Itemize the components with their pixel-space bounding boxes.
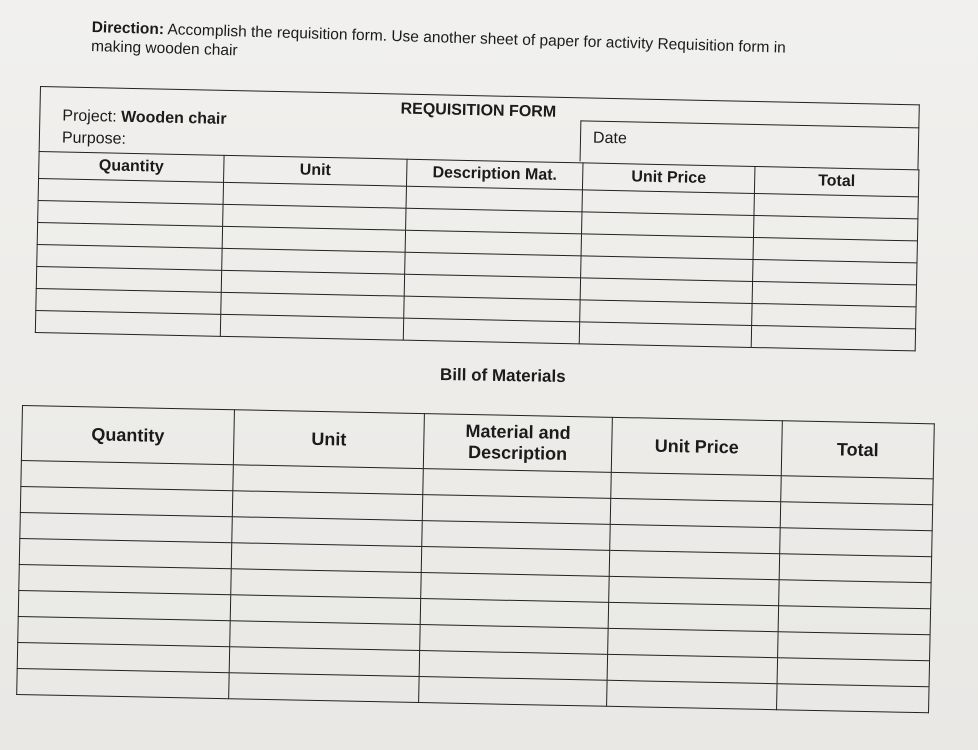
col-description: Description Mat.: [406, 159, 583, 190]
bom-table-cell[interactable]: [607, 654, 777, 683]
bom-col-unit: Unit: [233, 410, 424, 469]
col-total: Total: [754, 166, 919, 196]
col-unit: Unit: [224, 155, 408, 186]
requisition-form: [35, 86, 920, 351]
requisition-form-title: REQUISITION FORM: [400, 100, 557, 121]
direction-text: [91, 18, 792, 77]
bom-table-cell[interactable]: [779, 580, 931, 609]
direction-body: Accomplish the requisition form. Use another sheet of paper for activity Requisition form in making wooden chair: [90, 21, 787, 60]
bom-table-cell[interactable]: [778, 606, 930, 635]
date-label: Date: [592, 129, 627, 148]
bom-table-cell[interactable]: [423, 469, 611, 499]
bom-table-cell[interactable]: [610, 524, 780, 553]
bom-table-cell[interactable]: [780, 502, 932, 531]
bom-table-cell[interactable]: [608, 628, 778, 657]
bill-of-materials-table: [16, 405, 935, 713]
bom-table-cell[interactable]: [779, 554, 931, 583]
bom-table-cell[interactable]: [781, 476, 933, 505]
date-box[interactable]: [580, 120, 920, 168]
requisition-table-cell[interactable]: [35, 310, 220, 336]
bom-table-cell[interactable]: [233, 465, 423, 495]
requisition-table-cell[interactable]: [751, 325, 915, 350]
bom-table-cell[interactable]: [777, 658, 929, 687]
project-line: [62, 107, 227, 128]
project-value: Wooden chair: [120, 108, 227, 128]
bom-col-unit-price: Unit Price: [611, 417, 782, 475]
direction-label: Direction:: [91, 18, 165, 39]
col-unit-price: Unit Price: [582, 163, 755, 194]
bom-table-cell[interactable]: [422, 495, 610, 525]
bom-table-cell[interactable]: [611, 472, 781, 501]
bom-table-cell[interactable]: [17, 668, 229, 698]
bom-col-material: [423, 414, 612, 473]
bom-table-cell[interactable]: [778, 632, 930, 661]
bom-table-cell[interactable]: [420, 625, 608, 655]
bom-table-cell[interactable]: [419, 677, 607, 707]
purpose-label: Purpose:: [61, 129, 127, 148]
bom-table-cell[interactable]: [421, 573, 609, 603]
bom-table-cell[interactable]: [419, 651, 607, 681]
bom-col-total: Total: [781, 421, 934, 479]
requisition-table: [35, 151, 920, 351]
requisition-table-cell[interactable]: [403, 318, 579, 344]
bom-table-cell[interactable]: [229, 673, 419, 703]
col-quantity: Quantity: [39, 151, 225, 182]
bom-col-material-line2: Description: [467, 441, 568, 464]
bom-col-quantity: Quantity: [21, 406, 234, 465]
bom-table-cell[interactable]: [231, 569, 421, 599]
bill-of-materials-form: [16, 405, 934, 713]
requisition-table-cell[interactable]: [579, 322, 751, 348]
bom-table-cell[interactable]: [232, 517, 422, 547]
bom-table-cell[interactable]: [230, 595, 420, 625]
bom-table-cell[interactable]: [231, 543, 421, 573]
bom-table-cell[interactable]: [229, 647, 419, 677]
bill-of-materials-title: Bill of Materials: [439, 365, 566, 386]
bom-table-cell[interactable]: [609, 550, 779, 579]
bom-table-cell[interactable]: [608, 602, 778, 631]
bom-table-cell[interactable]: [777, 684, 929, 713]
bom-table-cell[interactable]: [422, 521, 610, 551]
bom-table-cell[interactable]: [609, 576, 779, 605]
bom-table-cell[interactable]: [610, 498, 780, 527]
bom-table-cell[interactable]: [421, 547, 609, 577]
bom-table-cell[interactable]: [232, 491, 422, 521]
bom-table-cell[interactable]: [420, 599, 608, 629]
bom-col-material-line1: Material and: [465, 420, 571, 444]
bom-table-cell[interactable]: [780, 528, 932, 557]
project-label: Project:: [62, 107, 122, 126]
requisition-table-cell[interactable]: [220, 314, 403, 340]
bom-table-cell[interactable]: [230, 621, 420, 651]
bom-table-cell[interactable]: [607, 680, 777, 709]
